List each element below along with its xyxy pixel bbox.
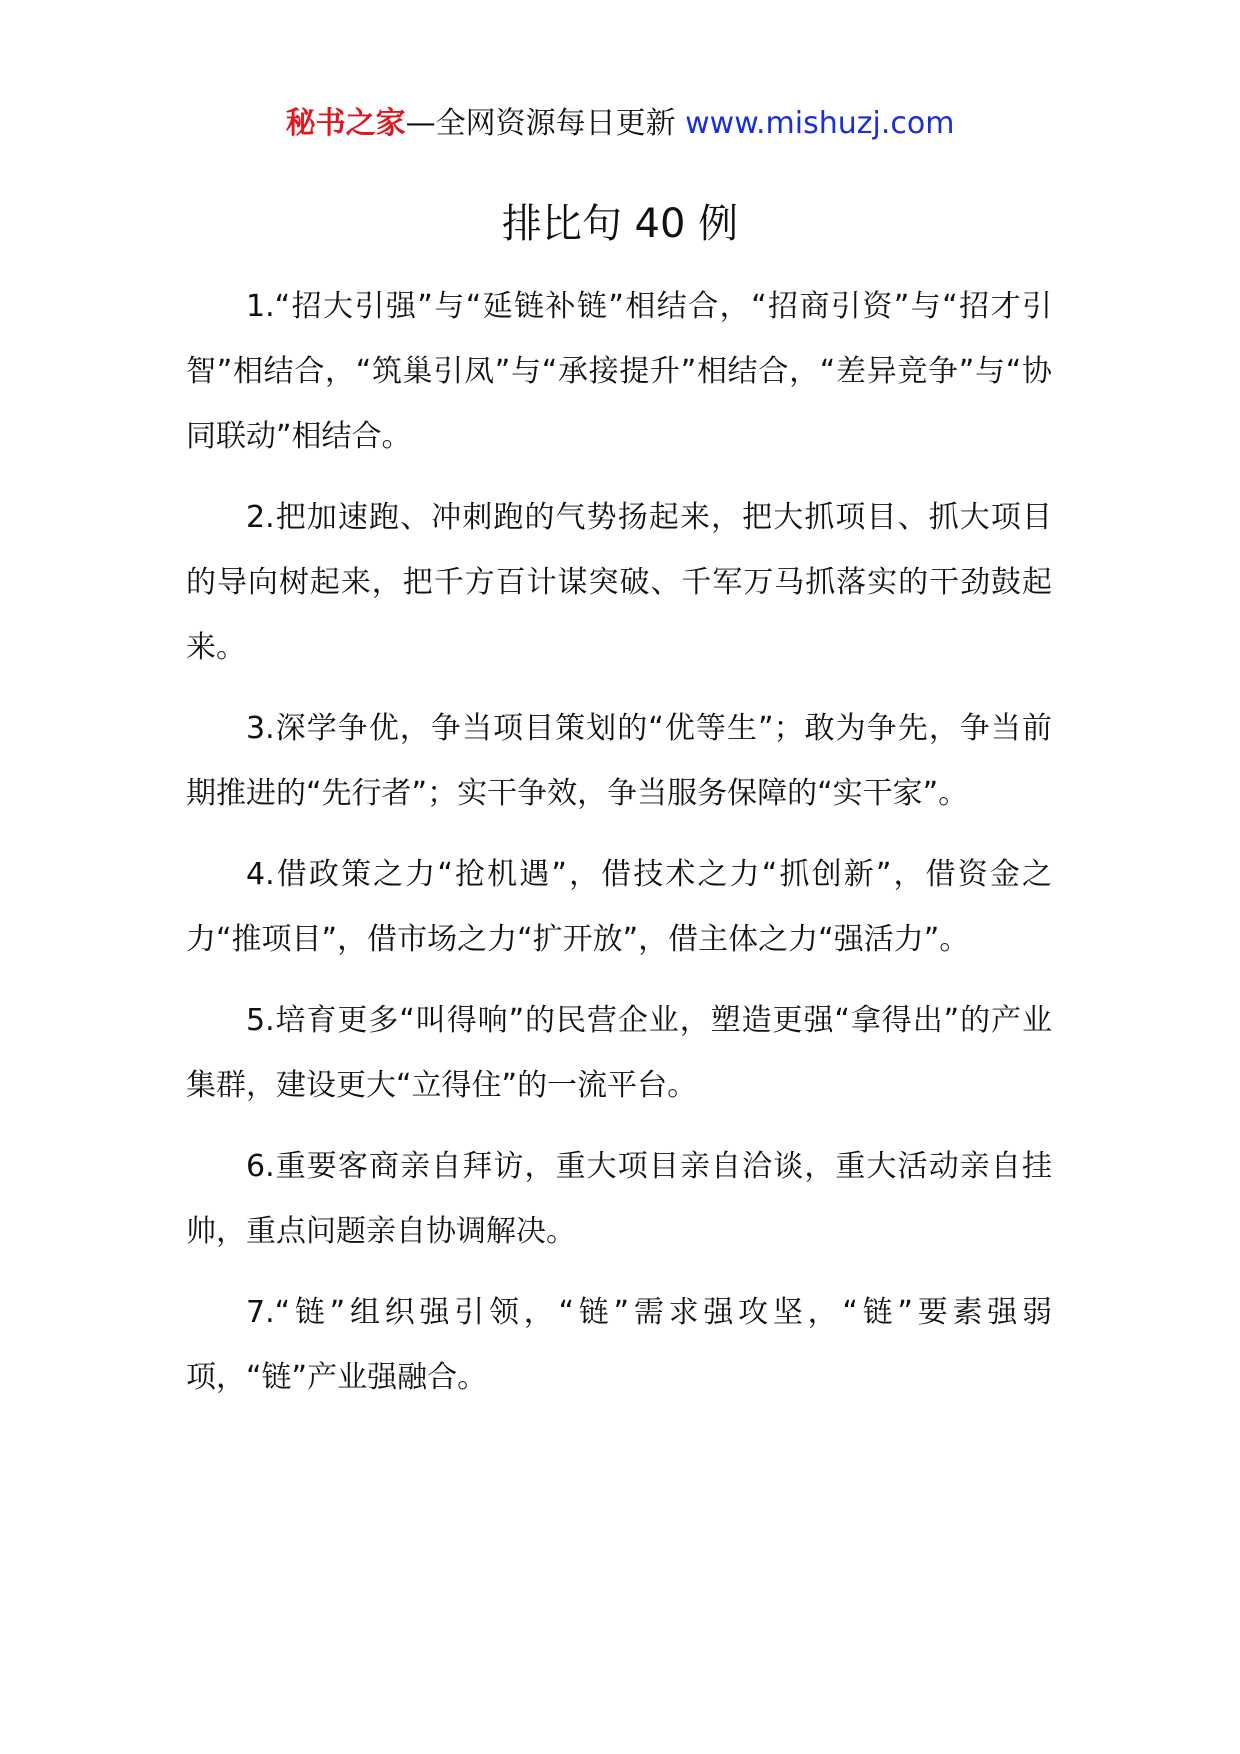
- paragraph-2: 2.把加速跑、冲刺跑的气势扬起来，把大抓项目、抓大项目的导向树起来，把千方百计谋突破、千军万马抓落实的干劲鼓起来。: [186, 500, 1052, 665]
- site-tagline: —全网资源每日更新: [405, 106, 686, 141]
- paragraph-6: 6.重要客商亲自拜访，重大项目亲自洽谈，重大活动亲自挂帅，重点问题亲自协调解决。: [186, 1149, 1052, 1249]
- paragraph-1: 1.“招大引强”与“延链补链”相结合，“招商引资”与“招才引智”相结合，“筑巢引凤”与“承接提升”相结合，“差异竞争”与“协同联动”相结合。: [186, 289, 1052, 454]
- paragraph-5: 5.培育更多“叫得响”的民营企业，塑造更强“拿得出”的产业集群，建设更大“立得住”的一流平台。: [186, 1003, 1052, 1103]
- site-header: [0, 104, 1240, 144]
- document-title: 排比句 40 例: [501, 201, 739, 247]
- paragraph-3: 3.深学争优，争当项目策划的“优等生”；敢为争先，争当前期推进的“先行者”；实干争效，争当服务保障的“实干家”。: [186, 711, 1052, 811]
- paragraph-7: 7.“链”组织强引领，“链”需求强攻坚，“链”要素强弱项，“链”产业强融合。: [186, 1295, 1052, 1395]
- site-url-link[interactable]: www.mishuzj.com: [685, 106, 955, 141]
- document-body: [186, 274, 1052, 1426]
- paragraph-4: 4.借政策之力“抢机遇”，借技术之力“抓创新”，借资金之力“推项目”，借市场之力“扩开放”，借主体之力“强活力”。: [186, 857, 1052, 957]
- site-brand: 秘书之家: [285, 106, 406, 141]
